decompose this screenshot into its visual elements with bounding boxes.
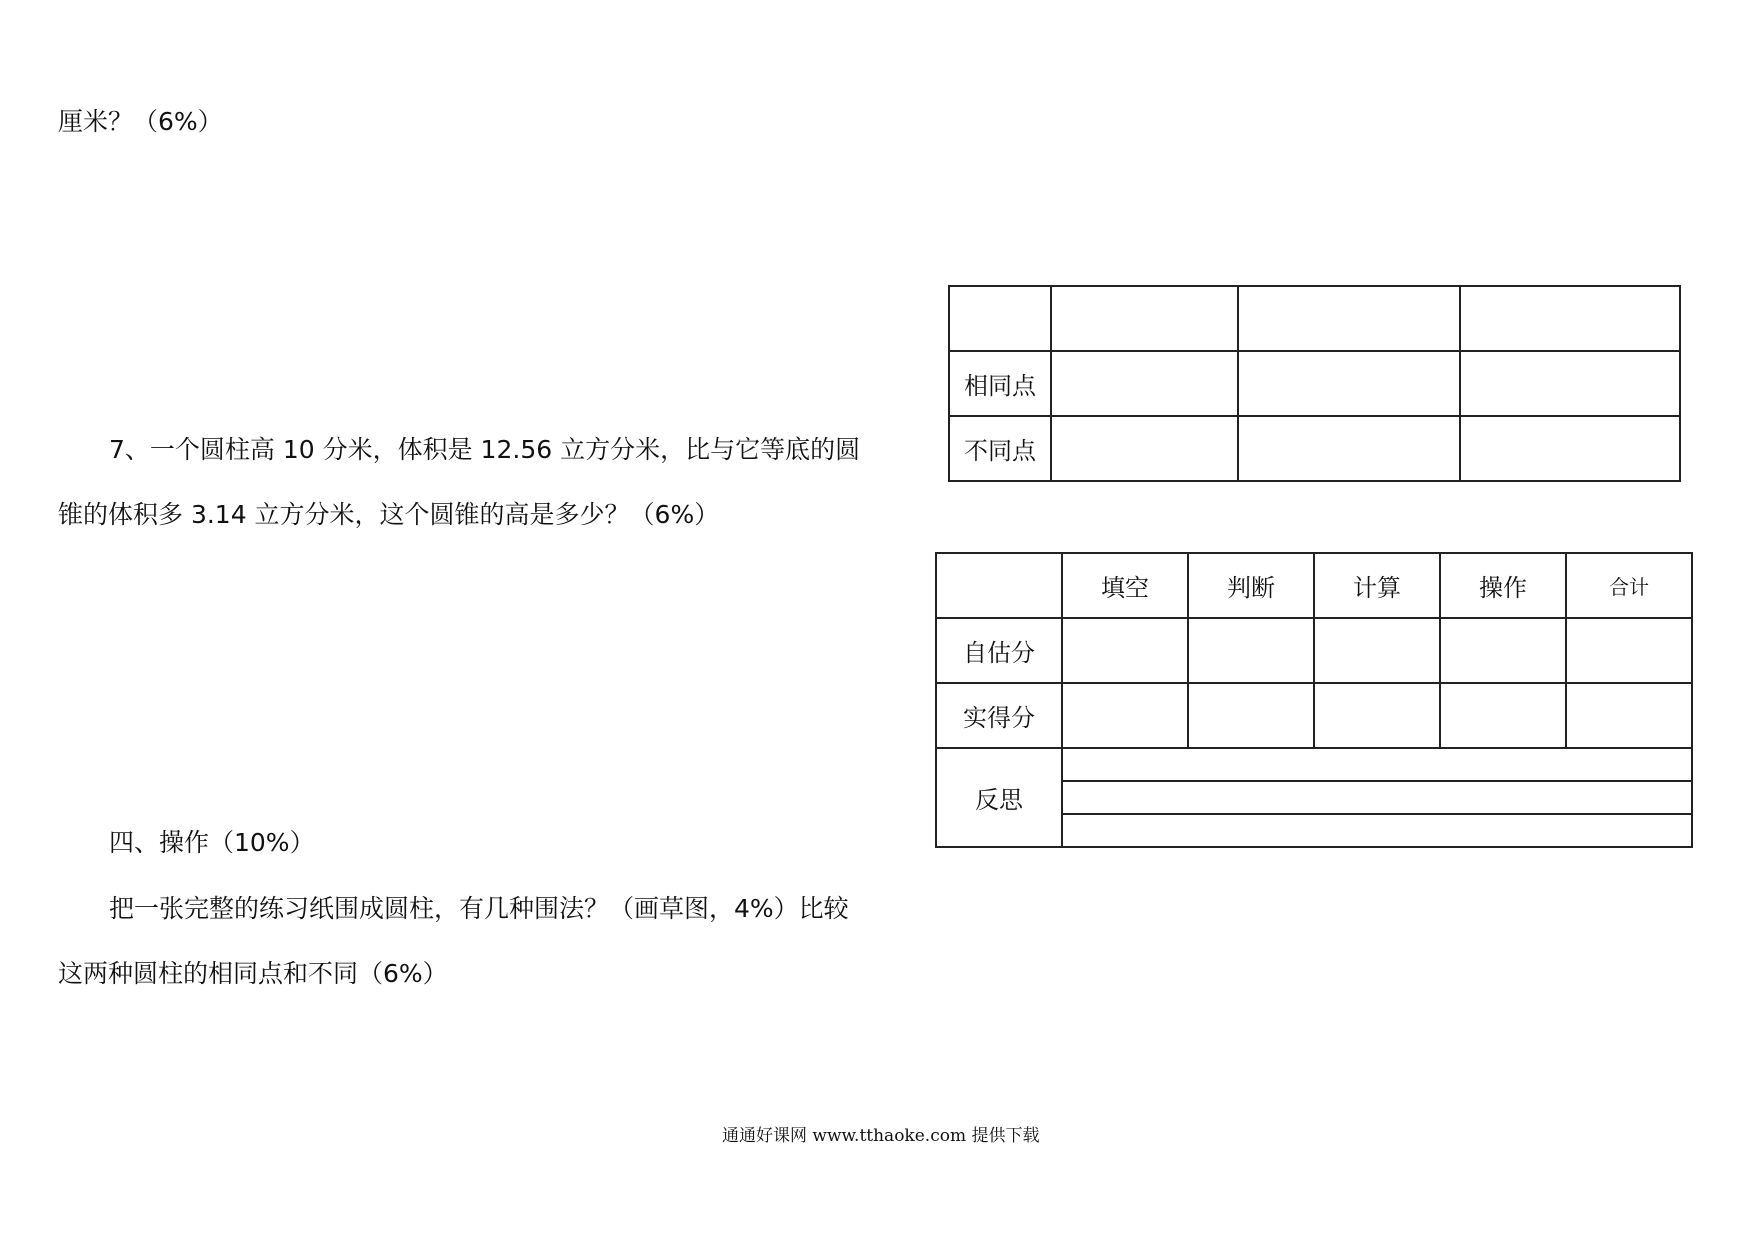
reflection-line bbox=[1062, 781, 1692, 814]
table-cell bbox=[1051, 286, 1238, 351]
score-table bbox=[935, 552, 1693, 848]
table-row bbox=[949, 416, 1680, 481]
table-row bbox=[949, 351, 1680, 416]
operation-question-line-2: 这两种圆柱的相同点和不同（6%） bbox=[58, 959, 448, 988]
table-cell bbox=[1440, 683, 1566, 748]
header-total: 合计 bbox=[1566, 553, 1692, 618]
table-row bbox=[936, 553, 1692, 618]
table-row bbox=[936, 618, 1692, 683]
header-cell bbox=[936, 553, 1062, 618]
table-cell bbox=[1314, 683, 1440, 748]
table-cell bbox=[1188, 618, 1314, 683]
table-cell bbox=[1238, 286, 1460, 351]
table-cell bbox=[949, 286, 1051, 351]
table-row bbox=[936, 683, 1692, 748]
table-cell bbox=[1460, 416, 1680, 481]
row-label-self-estimate: 自估分 bbox=[936, 618, 1062, 683]
header-calculation: 计算 bbox=[1314, 553, 1440, 618]
question-6-continuation: 厘米？（6%） bbox=[58, 107, 223, 136]
table-cell bbox=[1238, 351, 1460, 416]
table-cell bbox=[1460, 286, 1680, 351]
table-cell bbox=[1062, 683, 1188, 748]
header-judgement: 判断 bbox=[1188, 553, 1314, 618]
row-label-actual-score: 实得分 bbox=[936, 683, 1062, 748]
header-operation: 操作 bbox=[1440, 553, 1566, 618]
row-label-similarities: 相同点 bbox=[949, 351, 1051, 416]
table-cell bbox=[1566, 683, 1692, 748]
reflection-line bbox=[1062, 748, 1692, 781]
row-label-reflection: 反思 bbox=[936, 748, 1062, 847]
table-cell bbox=[1062, 618, 1188, 683]
table-row bbox=[936, 748, 1692, 781]
table-cell bbox=[1188, 683, 1314, 748]
table-cell bbox=[1238, 416, 1460, 481]
section-4-title: 四、操作（10%） bbox=[109, 828, 315, 857]
operation-question-line-1: 把一张完整的练习纸围成圆柱，有几种围法？（画草图，4%）比较 bbox=[109, 894, 849, 923]
table-cell bbox=[1314, 618, 1440, 683]
reflection-line bbox=[1062, 814, 1692, 847]
page-footer: 通通好课网 www.tthaoke.com 提供下载 bbox=[722, 1126, 1040, 1146]
question-7-line-2: 锥的体积多 3.14 立方分米，这个圆锥的高是多少？（6%） bbox=[58, 500, 720, 529]
table-cell bbox=[1440, 618, 1566, 683]
table-cell bbox=[1051, 351, 1238, 416]
question-7-line-1: 7、一个圆柱高 10 分米，体积是 12.56 立方分米，比与它等底的圆 bbox=[109, 435, 861, 464]
table-cell bbox=[1051, 416, 1238, 481]
table-cell bbox=[1460, 351, 1680, 416]
header-fill-blank: 填空 bbox=[1062, 553, 1188, 618]
table-row bbox=[949, 286, 1680, 351]
comparison-table bbox=[948, 285, 1681, 482]
table-cell bbox=[1566, 618, 1692, 683]
row-label-differences: 不同点 bbox=[949, 416, 1051, 481]
